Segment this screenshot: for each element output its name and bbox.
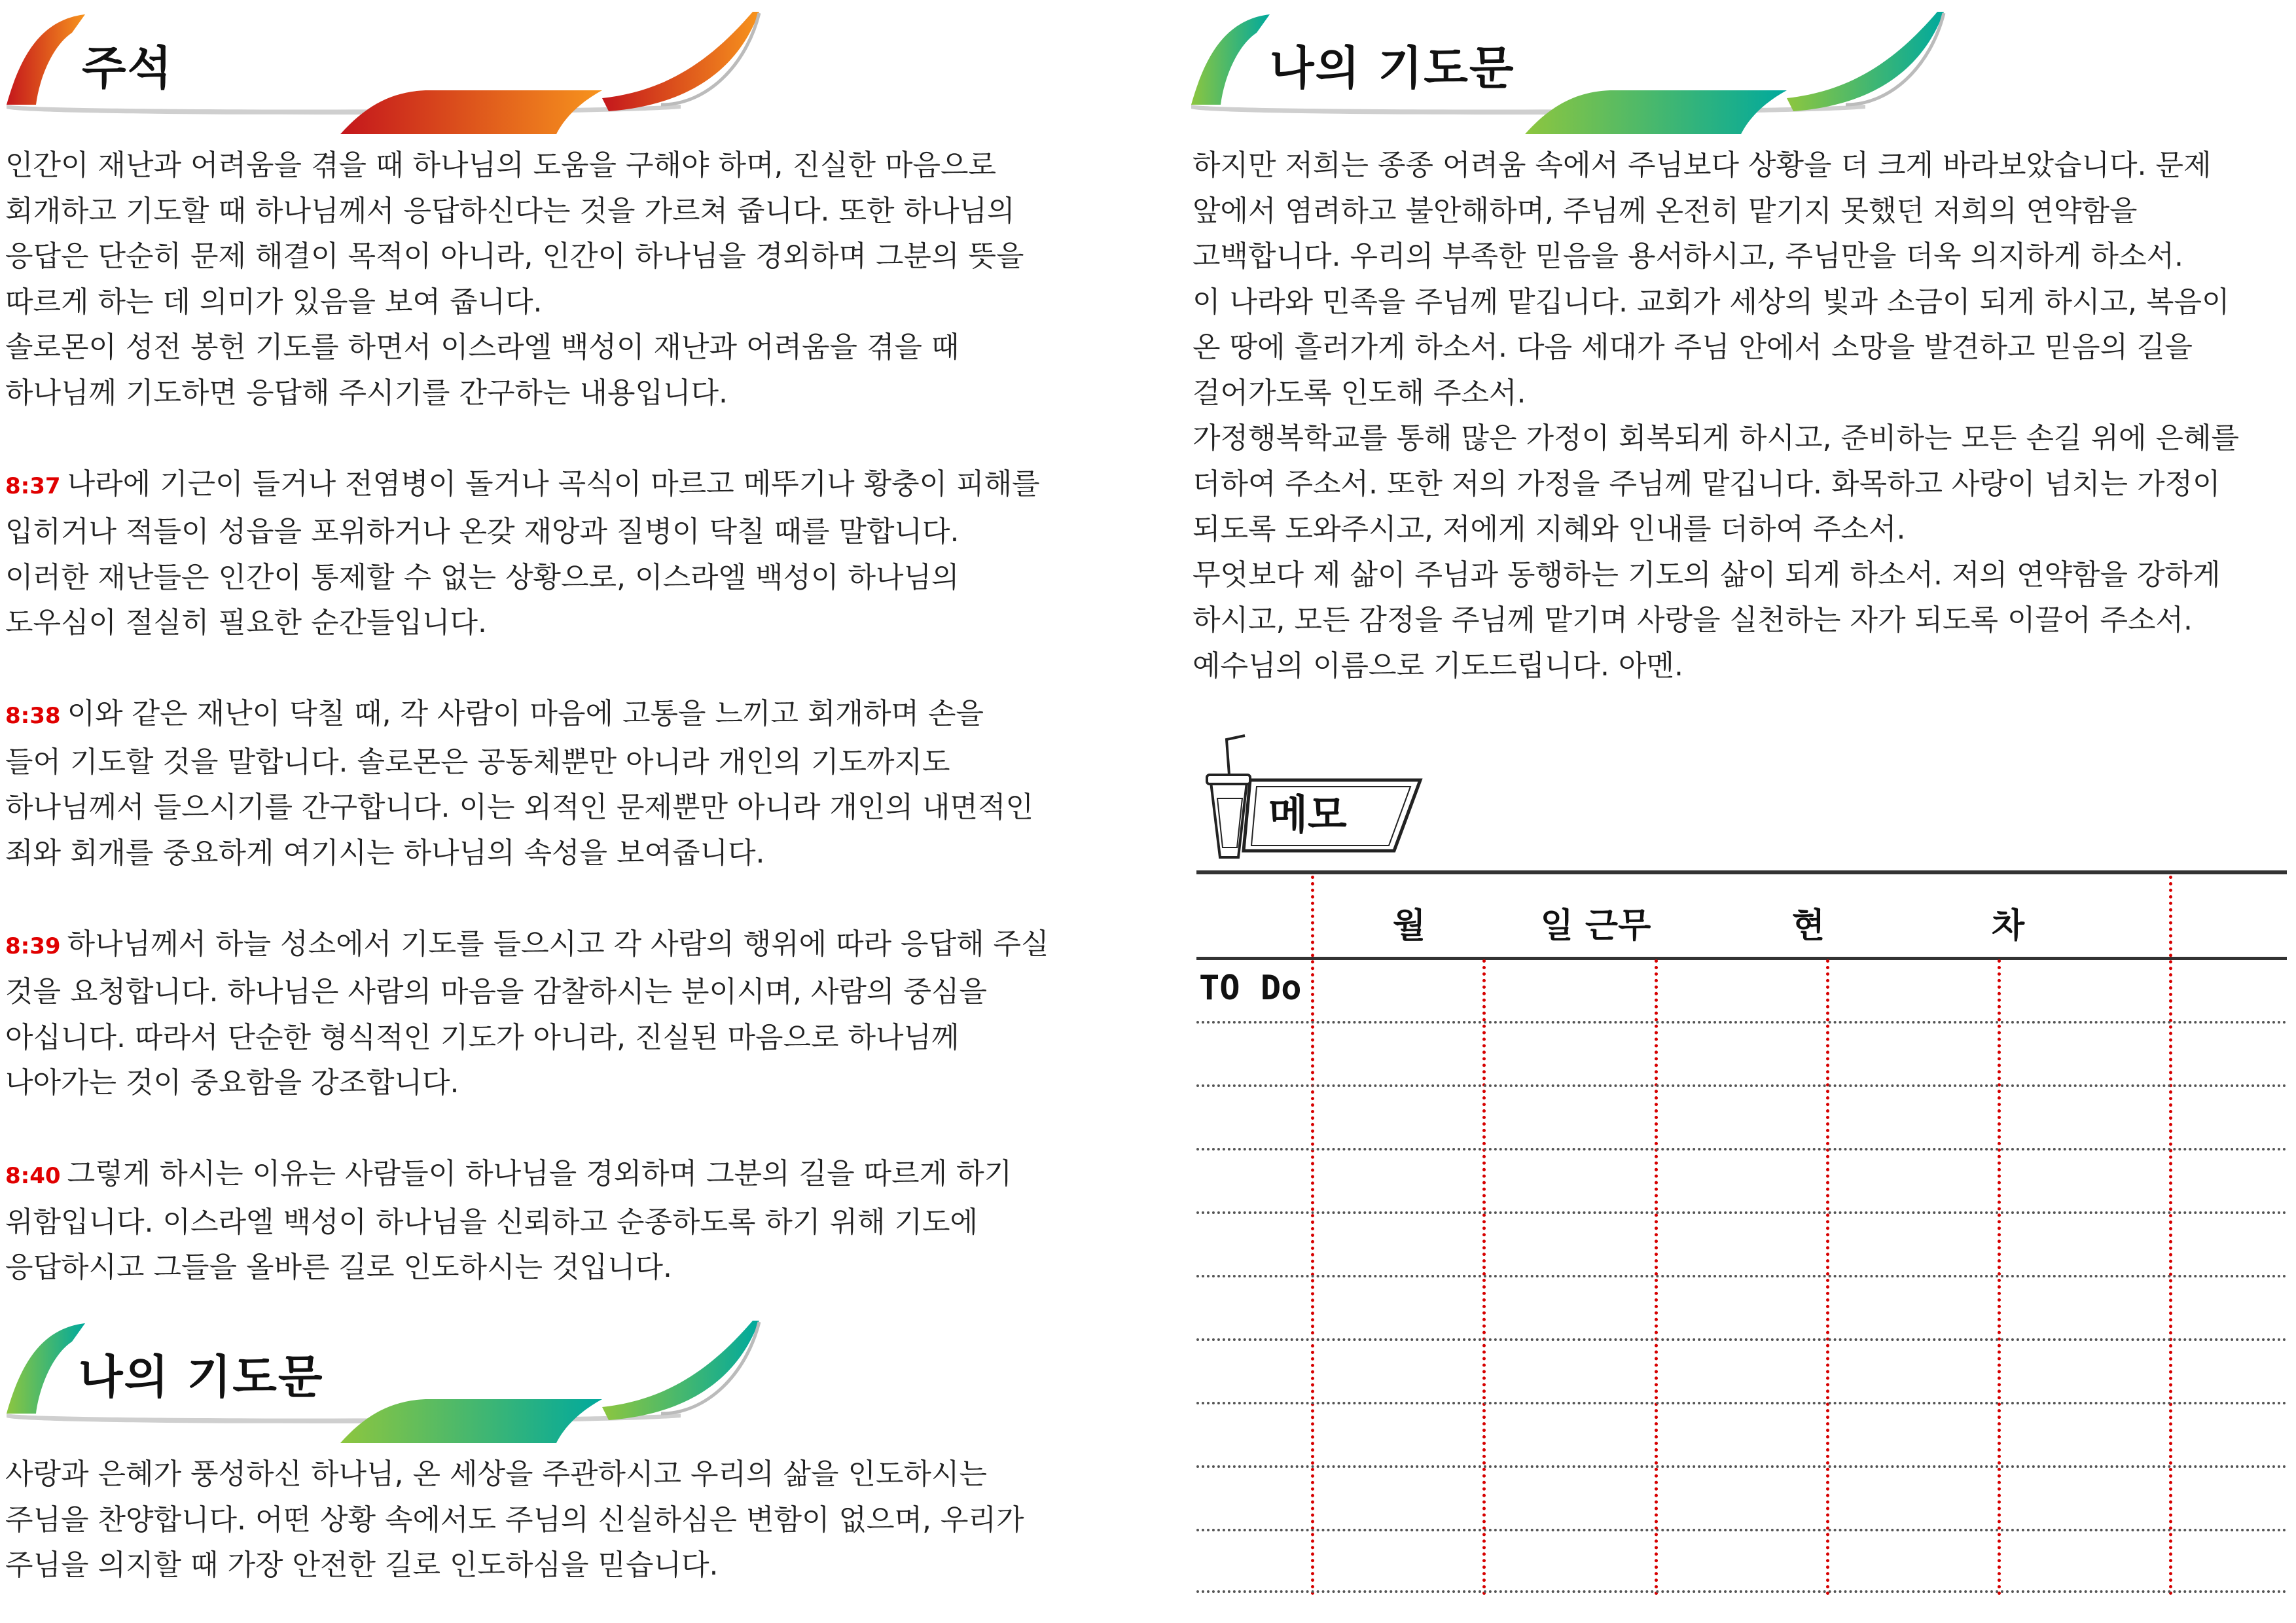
prayer-line: 걸어가도록 인도해 주소서. <box>1193 376 1526 410</box>
table-column-divider <box>2169 876 2172 1596</box>
prayer-text-right <box>1193 143 2239 688</box>
table-row-line <box>1196 1021 2287 1024</box>
table-row-line <box>1196 1590 2287 1593</box>
prayer-line: 되도록 도와주시고, 저에게 지혜와 인내를 더하여 주소서. <box>1193 512 1906 546</box>
memo-table <box>1196 870 2287 1597</box>
verse-line: 도우심이 절실히 필요한 순간들입니다. <box>5 606 488 639</box>
verse-ref: 8:38 <box>5 703 61 729</box>
todo-label: TO Do <box>1199 969 1302 1008</box>
commentary-line: 하나님께 기도하면 응답해 주시기를 간구하는 내용입니다. <box>5 376 728 410</box>
commentary-line: 따르게 하는 데 의미가 있음을 보여 줍니다. <box>5 285 543 319</box>
prayer-line: 주님을 찬양합니다. 어떤 상황 속에서도 주님의 신실하심은 변함이 없으며, 우리가 <box>5 1503 1024 1537</box>
verse-line: 8:39 하나님께서 하늘 성소에서 기도를 들으시고 각 사람의 행위에 따라 응답해 주실 <box>5 927 1049 961</box>
table-row-line <box>1196 1338 2287 1341</box>
verse-line: 이러한 재난들은 인간이 통제할 수 없는 상황으로, 이스라엘 백성이 하나님의 <box>5 560 960 594</box>
prayer-line: 주님을 의지할 때 가장 안전한 길로 인도하심을 믿습니다. <box>5 1548 719 1582</box>
prayer-header: 나의 기도문 <box>1270 41 1515 95</box>
prayer-text-left <box>5 1452 1024 1588</box>
prayer-line: 가정행복학교를 통해 많은 가정이 회복되게 하시고, 준비하는 모든 손길 위에 은혜를 <box>1193 421 2239 455</box>
prayer-line: 사랑과 은혜가 풍성하신 하나님, 온 세상을 주관하시고 우리의 삶을 인도하시는 <box>5 1457 987 1491</box>
table-column-divider <box>1655 959 1658 1596</box>
prayer-line: 이 나라와 민족을 주님께 맡깁니다. 교회가 세상의 빛과 소금이 되게 하시고, 복음이 <box>1193 285 2230 319</box>
prayer-header: 나의 기도문 <box>79 1350 324 1404</box>
verse-line: 하나님께서 들으시기를 간구합니다. 이는 외적인 문제뿐만 아니라 개인의 내면적인 <box>5 791 1034 824</box>
commentary-banner <box>0 7 772 137</box>
verse-line: 입히거나 적들이 성읍을 포위하거나 온갖 재앙과 질병이 닥칠 때를 말합니다. <box>5 515 960 548</box>
verse-line: 나아가는 것이 중요함을 강조합니다. <box>5 1066 459 1099</box>
prayer-line: 무엇보다 제 삶이 주님과 동행하는 기도의 삶이 되게 하소서. 저의 연약함을 강하게 <box>1193 558 2221 592</box>
prayer-line: 하시고, 모든 감정을 주님께 맡기며 사랑을 실천하는 자가 되도록 이끌어 주소서. <box>1193 603 2193 637</box>
table-column-header: 일 근무 <box>1540 906 1651 946</box>
table-row-line <box>1196 1148 2287 1150</box>
prayer-line: 앞에서 염려하고 불안해하며, 주님께 온전히 맡기지 못했던 저희의 연약함을 <box>1193 194 2138 228</box>
table-column-header: 차 <box>1991 906 2025 946</box>
commentary-line: 응답은 단순히 문제 해결이 목적이 아니라, 인간이 하나님을 경외하며 그분의 뜻을 <box>5 240 1024 273</box>
commentary-line: 인간이 재난과 어려움을 겪을 때 하나님의 도움을 구해야 하며, 진실한 마음으로 <box>5 149 996 182</box>
table-column-divider <box>1826 959 1829 1596</box>
table-row-line <box>1196 1402 2287 1404</box>
verse-line: 아십니다. 따라서 단순한 형식적인 기도가 아니라, 진실된 마음으로 하나님께 <box>5 1020 960 1054</box>
verse-line: 8:37 나라에 기근이 들거나 전염병이 돌거나 곡식이 마르고 메뚜기나 황충이 피해를 <box>5 467 1040 501</box>
verse-line: 위함입니다. 이스라엘 백성이 하나님을 신뢰하고 순종하도록 하기 위해 기도에 <box>5 1205 978 1239</box>
commentary-line: 솔로몬이 성전 봉헌 기도를 하면서 이스라엘 백성이 재난과 어려움을 겪을 때 <box>5 330 960 364</box>
table-row-line <box>1196 1211 2287 1214</box>
prayer-banner-right <box>1185 7 1957 137</box>
table-header-border <box>1196 957 2287 960</box>
memo-label: 메모 <box>1268 791 1347 838</box>
table-row-line <box>1196 1084 2287 1087</box>
table-column-divider <box>1311 876 1314 1596</box>
verse-line: 8:40 그렇게 하시는 이유는 사람들이 하나님을 경외하며 그분의 길을 따르게 하기 <box>5 1157 1013 1190</box>
table-column-divider <box>1998 959 2001 1596</box>
prayer-line: 고백합니다. 우리의 부족한 믿음을 용서하시고, 주님만을 더욱 의지하게 하소서. <box>1193 240 2183 273</box>
verse-line: 것을 요청합니다. 하나님은 사람의 마음을 감찰하시는 분이시며, 사람의 중심을 <box>5 975 987 1008</box>
table-column-divider <box>1482 959 1486 1596</box>
commentary-header: 주석 <box>82 41 173 95</box>
prayer-line: 예수님의 이름으로 기도드립니다. 아멘. <box>1193 649 1683 683</box>
prayer-line: 온 땅에 흘러가게 하소서. 다음 세대가 주님 안에서 소망을 발견하고 믿음의 길을 <box>1193 330 2193 364</box>
table-top-border <box>1196 870 2287 874</box>
verse-ref: 8:40 <box>5 1163 61 1189</box>
table-column-header: 월 <box>1392 906 1426 946</box>
prayer-line: 더하여 주소서. 또한 저의 가정을 주님께 맡깁니다. 화목하고 사랑이 넘치는 가정이 <box>1193 467 2221 501</box>
verse-line: 들어 기도할 것을 말합니다. 솔로몬은 공동체뿐만 아니라 개인의 기도까지도 <box>5 745 950 779</box>
commentary-text <box>5 143 1049 1291</box>
table-row-line <box>1196 1529 2287 1531</box>
prayer-line: 하지만 저희는 종종 어려움 속에서 주님보다 상황을 더 크게 바라보았습니다. 문제 <box>1193 149 2212 182</box>
prayer-banner-left <box>0 1315 772 1446</box>
verse-ref: 8:37 <box>5 473 61 499</box>
verse-line: 죄와 회개를 중요하게 여기시는 하나님의 속성을 보여줍니다. <box>5 836 765 870</box>
verse-line: 응답하시고 그들을 올바른 길로 인도하시는 것입니다. <box>5 1251 673 1284</box>
verse-ref: 8:39 <box>5 933 61 959</box>
commentary-line: 회개하고 기도할 때 하나님께서 응답하신다는 것을 가르쳐 줍니다. 또한 하나님의 <box>5 194 1015 228</box>
table-row-line <box>1196 1275 2287 1277</box>
table-row-line <box>1196 1465 2287 1468</box>
verse-line: 8:38 이와 같은 재난이 닥칠 때, 각 사람이 마음에 고통을 느끼고 회개하며 손을 <box>5 697 984 730</box>
table-column-header: 현 <box>1791 906 1825 946</box>
